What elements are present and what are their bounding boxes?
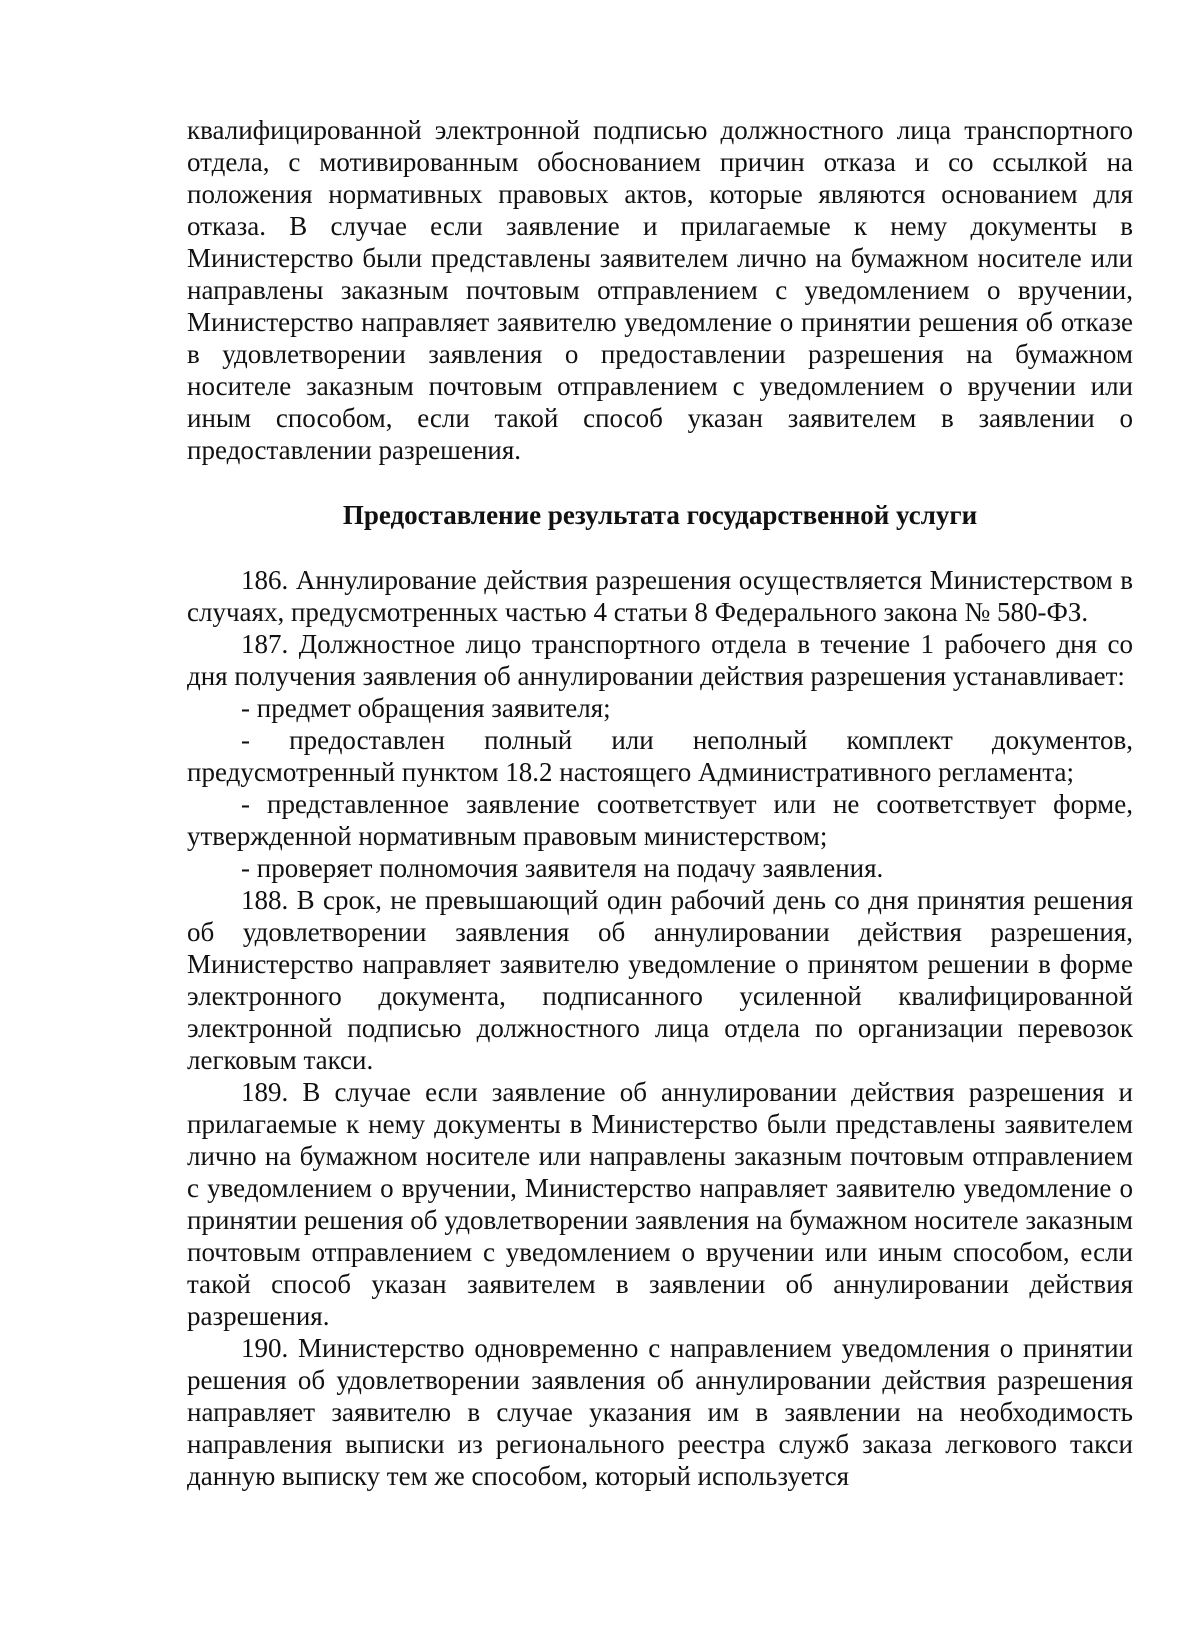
- list-item-subject: - предмет обращения заявителя;: [241, 693, 611, 723]
- list-item-documents: - предоставлен полный или неполный комплект документов, предусмотренный пунктом 18.2 настоящего Административного регламента;: [187, 725, 1133, 787]
- section-heading: Предоставление результата государственной услуги: [342, 500, 978, 530]
- document-page: [187, 114, 1133, 1492]
- list-item-form: - представленное заявление соответствует или не соответствует форме, утвержденной нормативным правовым министерством;: [187, 789, 1133, 851]
- paragraph-186: 186. Аннулирование действия разрешения осуществляется Министерством в случаях, предусмотренных частью 4 статьи 8 Федерального закона № 580-ФЗ.: [187, 565, 1133, 627]
- paragraph-190: 190. Министерство одновременно с направлением уведомления о принятии решения об удовлетворении заявления об аннулировании действия разрешения направляет заявителю в случае указания им в заявлении на необходимость направления выписки из регионального реестра служб заказа легкового такси данную выписку тем же способом, который используется: [187, 1333, 1133, 1491]
- paragraph-187: 187. Должностное лицо транспортного отдела в течение 1 рабочего дня со дня получения заявления об аннулировании действия разрешения устанавливает:: [187, 629, 1133, 691]
- paragraph-intro: квалифицированной электронной подписью должностного лица транспортного отдела, с мотивированным обоснованием причин отказа и со ссылкой на положения нормативных правовых актов, которые являются основанием для отказа. В случае если заявление и прилагаемые к нему документы в Министерство были представлены заявителем лично на бумажном носителе или направлены заказным почтовым отправлением с уведомлением о вручении, Министерство направляет заявителю уведомление о принятии решения об отказе в удовлетворении заявления о предоставлении разрешения на бумажном носителе заказным почтовым отправлением с уведомлением о вручении или иным способом, если такой способ указан заявителем в заявлении о предоставлении разрешения.: [187, 115, 1133, 465]
- list-item-authority: - проверяет полномочия заявителя на подачу заявления.: [241, 853, 884, 883]
- paragraph-188: 188. В срок, не превышающий один рабочий день со дня принятия решения об удовлетворении заявления об аннулировании действия разрешения, Министерство направляет заявителю уведомление о принятом решении в форме электронного документа, подписанного усиленной квалифицированной электронной подписью должностного лица отдела по организации перевозок легковым такси.: [187, 885, 1133, 1075]
- paragraph-189: 189. В случае если заявление об аннулировании действия разрешения и прилагаемые к нему документы в Министерство были представлены заявителем лично на бумажном носителе или направлены заказным почтовым отправлением с уведомлением о вручении, Министерство направляет заявителю уведомление о принятии решения об удовлетворении заявления на бумажном носителе заказным почтовым отправлением с уведомлением о вручении или иным способом, если такой способ указан заявителем в заявлении об аннулировании действия разрешения.: [187, 1077, 1133, 1331]
